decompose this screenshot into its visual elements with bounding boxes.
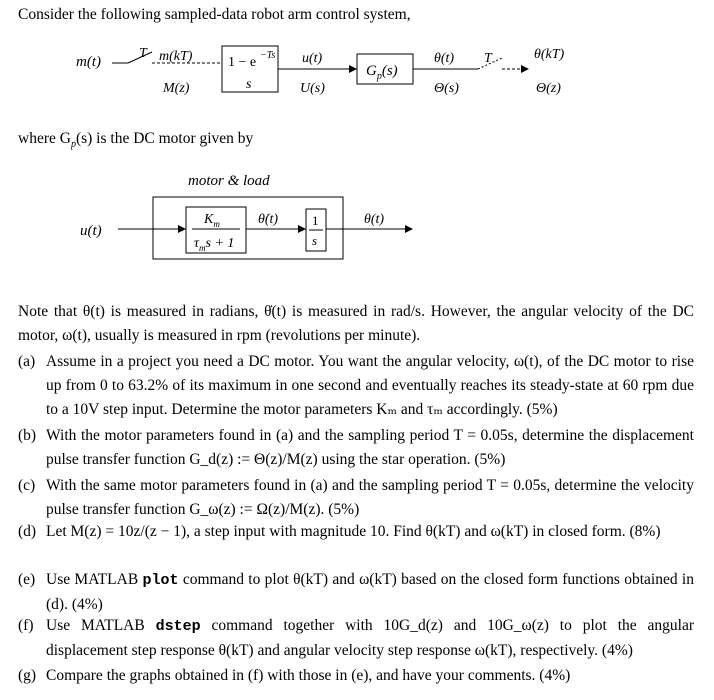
question-item-e	[18, 568, 694, 617]
question-item-a	[18, 350, 694, 422]
motor-denominator: $\tau_ms + 1$	[194, 236, 235, 253]
item-text: Compare the graphs obtained in (f) with those in (e), and have your comments. (4%)	[46, 667, 571, 684]
integrator-numerator: 1	[312, 213, 319, 228]
item-text: Assume in a project you need a DC motor. You want the angular velocity, ω(t), of the DC motor to rise up from 0 to 63.2% of its maximum in one second and eventually reaches its steady-state at 60 rpm due to a 10V step input. Determine the motor parameters Kₘ and τₘ accordingly. (5%)	[46, 353, 694, 418]
block-diagram-motor-load	[0, 165, 714, 280]
item-text: Let M(z) = 10z/(z − 1), a step input with magnitude 10. Find θ(kT) and ω(kT) in closed form. (8%)	[46, 523, 661, 540]
motor-input-label: u(t)	[80, 223, 102, 239]
item-label: (c)	[18, 477, 36, 494]
control-signal-label: u(t)	[302, 51, 323, 66]
motor-gain: $K_m$	[204, 212, 220, 229]
sampled-signal-label: m(kT)	[159, 49, 193, 64]
integrator-denominator: s	[312, 233, 318, 248]
sampled-output-label: θ(kT)	[534, 47, 565, 62]
question-item-c	[18, 474, 694, 522]
item-label: (g)	[18, 667, 37, 684]
output-signal-laplace: Θ(s)	[434, 81, 459, 96]
code-plot: plot	[142, 572, 179, 589]
question-item-f	[18, 614, 694, 663]
question-item-b	[18, 424, 694, 472]
input-signal-label: m(t)	[76, 54, 101, 70]
zoh-exponent: −Ts	[260, 50, 276, 61]
zoh-numerator: 1 − e	[228, 55, 257, 70]
item-text: Use MATLAB dstep command together with 10G_d(z) and 10G_ω(z) to plot the angular displacement step response θ(kT) and angular velocity step response ω(kT), respectively. (4%)	[46, 617, 694, 659]
block-diagram-sampled-system	[0, 30, 714, 110]
item-label: (a)	[18, 353, 36, 370]
item-text: With the same motor parameters found in (a) and the sampling period T = 0.05s, determine the velocity pulse transfer function G_ω(z) := Ω(z)/M(z). (5%)	[46, 477, 694, 518]
sampled-output-ztransform: Θ(z)	[536, 81, 561, 96]
motor-load-title: motor & load	[188, 173, 270, 189]
control-signal-laplace: U(s)	[300, 81, 325, 96]
where-text: where $G_p(s)$ is the DC motor given by	[18, 130, 254, 151]
question-item-d	[18, 520, 694, 544]
zoh-denominator: s	[246, 77, 252, 92]
plant-label: $G_p(s)$	[366, 63, 398, 82]
note-paragraph: Note that θ(t) is measured in radians, θ̇(t) is measured in rad/s. However, the angular velocity of the DC motor, ω(t), usually is measured in rpm (revolutions per minute).	[18, 303, 694, 344]
motor-output-label: θ(t)	[364, 212, 385, 227]
item-text: Use MATLAB plot command to plot θ(kT) and ω(kT) based on the closed form functions obtained in (d). (4%)	[46, 571, 694, 613]
item-label: (e)	[18, 571, 36, 588]
code-dstep: dstep	[155, 618, 201, 635]
sampling-period-label-2: T	[484, 51, 492, 66]
intro-text: Consider the following sampled-data robot arm control system,	[18, 6, 411, 23]
velocity-label: θ̇(t)	[258, 212, 279, 227]
item-text: With the motor parameters found in (a) and the sampling period T = 0.05s, determine the displacement pulse transfer function G_d(z) := Θ(z)/M(z) using the star operation. (5%)	[46, 427, 694, 468]
item-label: (b)	[18, 427, 37, 444]
sampling-period-label-1: T	[139, 46, 147, 61]
item-label: (d)	[18, 523, 37, 540]
sampled-signal-ztransform: M(z)	[163, 81, 190, 96]
item-label: (f)	[18, 617, 34, 634]
motor-load-box	[153, 197, 343, 259]
output-signal-label: θ(t)	[434, 51, 455, 66]
question-item-g	[18, 664, 694, 688]
